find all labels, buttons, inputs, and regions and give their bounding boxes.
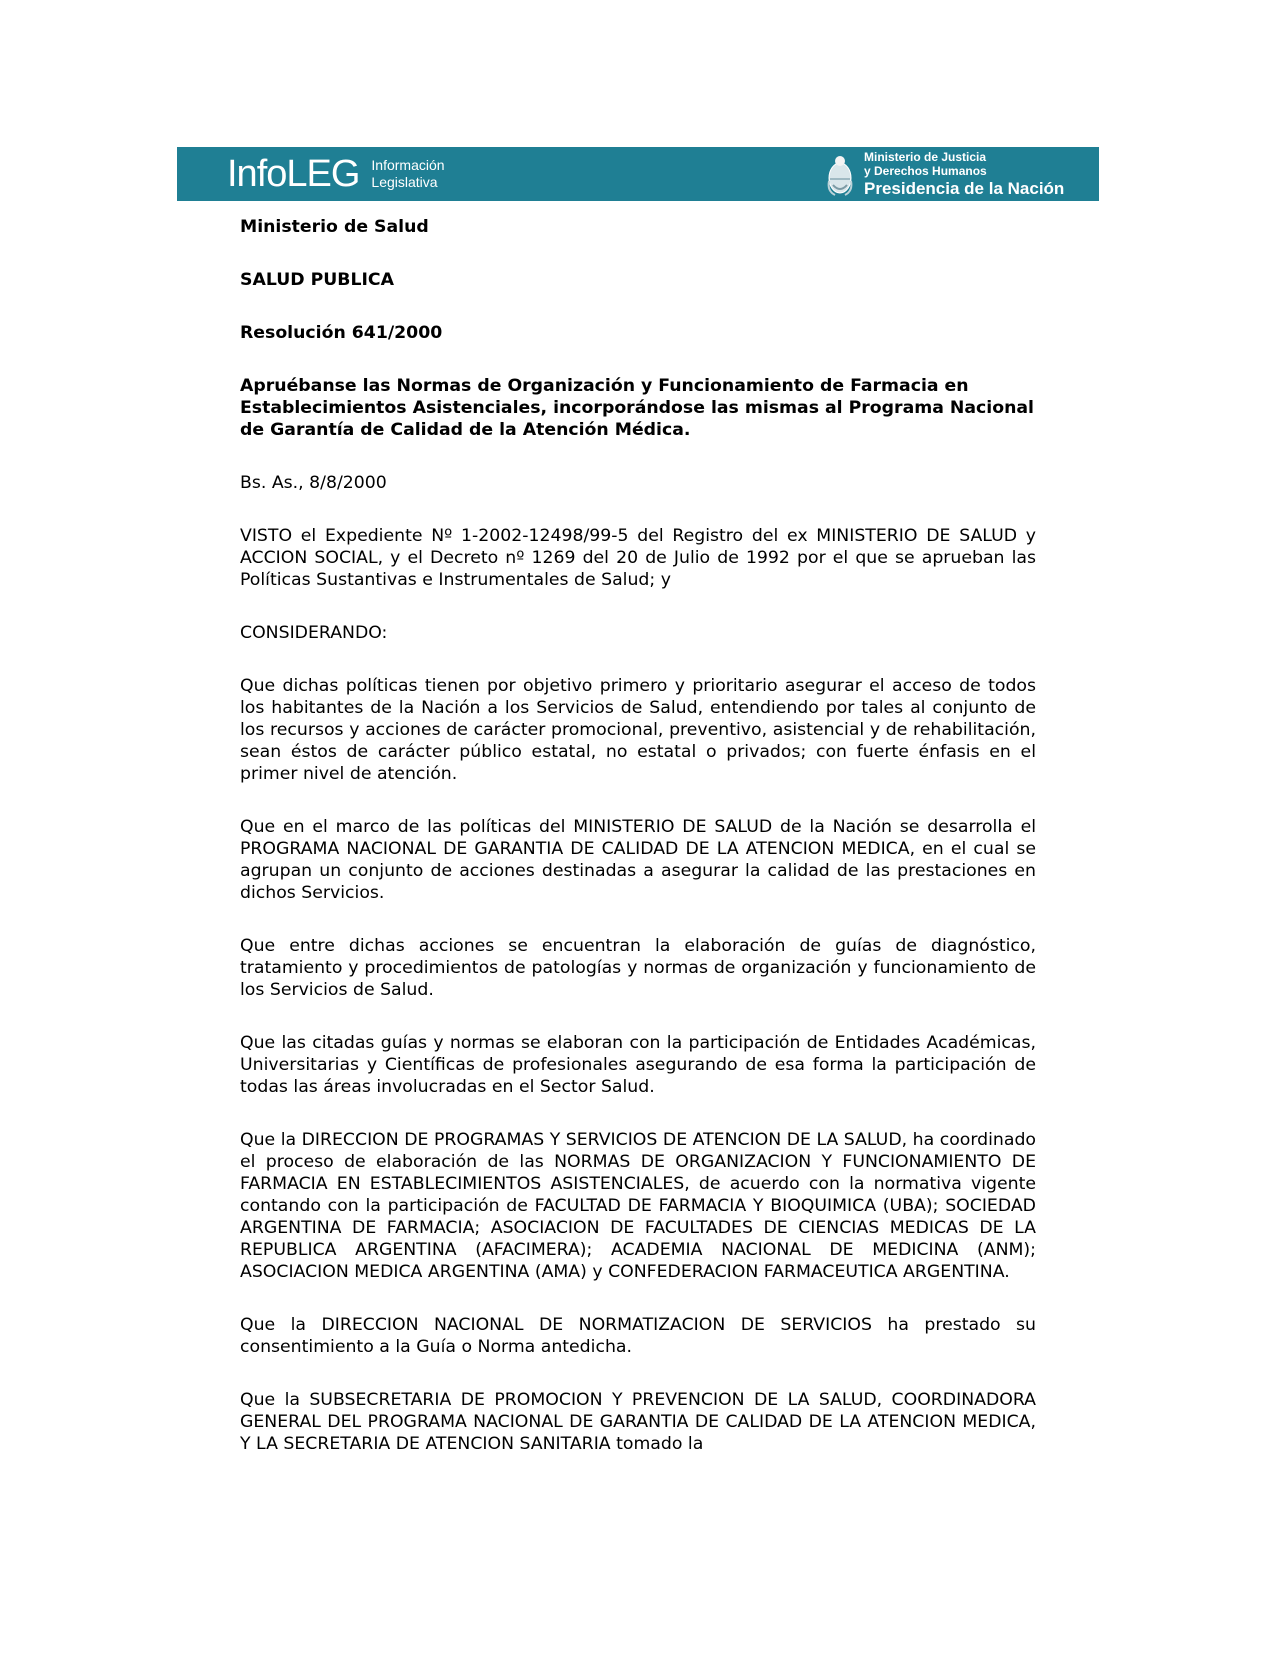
document-date: Bs. As., 8/8/2000 (240, 473, 387, 493)
paragraph: Que la DIRECCION DE PROGRAMAS Y SERVICIOS DE ATENCION DE LA SALUD, ha coordinado el proceso de elaboración de las NORMAS DE ORGANIZACION Y FUNCIONAMIENTO DE FARMACIA EN ESTABLECIMIENTOS ASISTENCIALES, de acuerdo con la normativa vigente contando con la participación de FACULTAD DE FARMACIA Y BIOQUIMICA (UBA); SOCIEDAD ARGENTINA DE FARMACIA; ASOCIACION DE FACULTADES DE CIENCIAS MEDICAS DE LA REPUBLICA ARGENTINA (AFACIMERA); ACADEMIA NACIONAL DE MEDICINA (ANM); ASOCIACION MEDICA ARGENTINA (AMA) y CONFEDERACION FARMACEUTICA ARGENTINA. (240, 1130, 1036, 1282)
national-seal-icon (825, 151, 855, 199)
document-body (240, 216, 1036, 1486)
paragraph: Que la DIRECCION NACIONAL DE NORMATIZACION DE SERVICIOS ha prestado su consentimiento a la Guía o Norma antedicha. (240, 1315, 1036, 1357)
ministry-heading: Ministerio de Salud (240, 217, 429, 237)
paragraph: Que en el marco de las políticas del MINISTERIO DE SALUD de la Nación se desarrolla el PROGRAMA NACIONAL DE GARANTIA DE CALIDAD DE LA ATENCION MEDICA, en el cual se agrupan un conjunto de acciones destinadas a asegurar la calidad de las prestaciones en dichos Servicios. (240, 817, 1036, 903)
brand-name: InfoLEG (227, 153, 360, 195)
paragraph: Que la SUBSECRETARIA DE PROMOCION Y PREVENCION DE LA SALUD, COORDINADORA GENERAL DEL PROGRAMA NACIONAL DE GARANTIA DE CALIDAD DE LA ATENCION MEDICA, Y LA SECRETARIA DE ATENCION SANITARIA tomado la (240, 1390, 1036, 1454)
ministry-line-2: y Derechos Humanos (864, 163, 987, 178)
infoleg-logo (227, 153, 445, 195)
resolution-summary: Apruébanse las Normas de Organización y Funcionamiento de Farmacia en Establecimientos Asistenciales, incorporándose las mismas al Programa Nacional de Garantía de Calidad de la Atención Médica. (240, 376, 1034, 440)
infoleg-banner (177, 147, 1099, 201)
brand-subtitle-line-2: Legislativa (371, 174, 438, 190)
topic-heading: SALUD PUBLICA (240, 270, 394, 290)
paragraph: Que las citadas guías y normas se elaboran con la participación de Entidades Académicas, Universitarias y Científicas de profesionales asegurando de esa forma la participación de todas las áreas involucradas en el Sector Salud. (240, 1033, 1036, 1097)
ministry-label (864, 147, 1064, 201)
brand-subtitle (371, 157, 444, 191)
ministry-line-1: Ministerio de Justicia (864, 149, 987, 164)
paragraph: Que entre dichas acciones se encuentran la elaboración de guías de diagnóstico, tratamiento y procedimientos de patologías y normas de organización y funcionamiento de los Servicios de Salud. (240, 936, 1036, 1000)
presidency-line: Presidencia de la Nación (864, 178, 1065, 198)
paragraph-visto: VISTO el Expediente Nº 1-2002-12498/99-5 del Registro del ex MINISTERIO DE SALUD y ACCION SOCIAL, y el Decreto nº 1269 del 20 de Julio de 1992 por el que se aprueban las Políticas Sustantivas e Instrumentales de Salud; y (240, 526, 1036, 590)
paragraph-considerando: CONSIDERANDO: (240, 623, 388, 643)
paragraph: Que dichas políticas tienen por objetivo primero y prioritario asegurar el acceso de todos los habitantes de la Nación a los Servicios de Salud, entendiendo por tales al conjunto de los recursos y acciones de carácter promocional, preventivo, asistencial y de rehabilitación, sean éstos de carácter público estatal, no estatal o privados; con fuerte énfasis en el primer nivel de atención. (240, 676, 1036, 784)
resolution-heading: Resolución 641/2000 (240, 323, 443, 343)
brand-subtitle-line-1: Información (371, 157, 445, 173)
